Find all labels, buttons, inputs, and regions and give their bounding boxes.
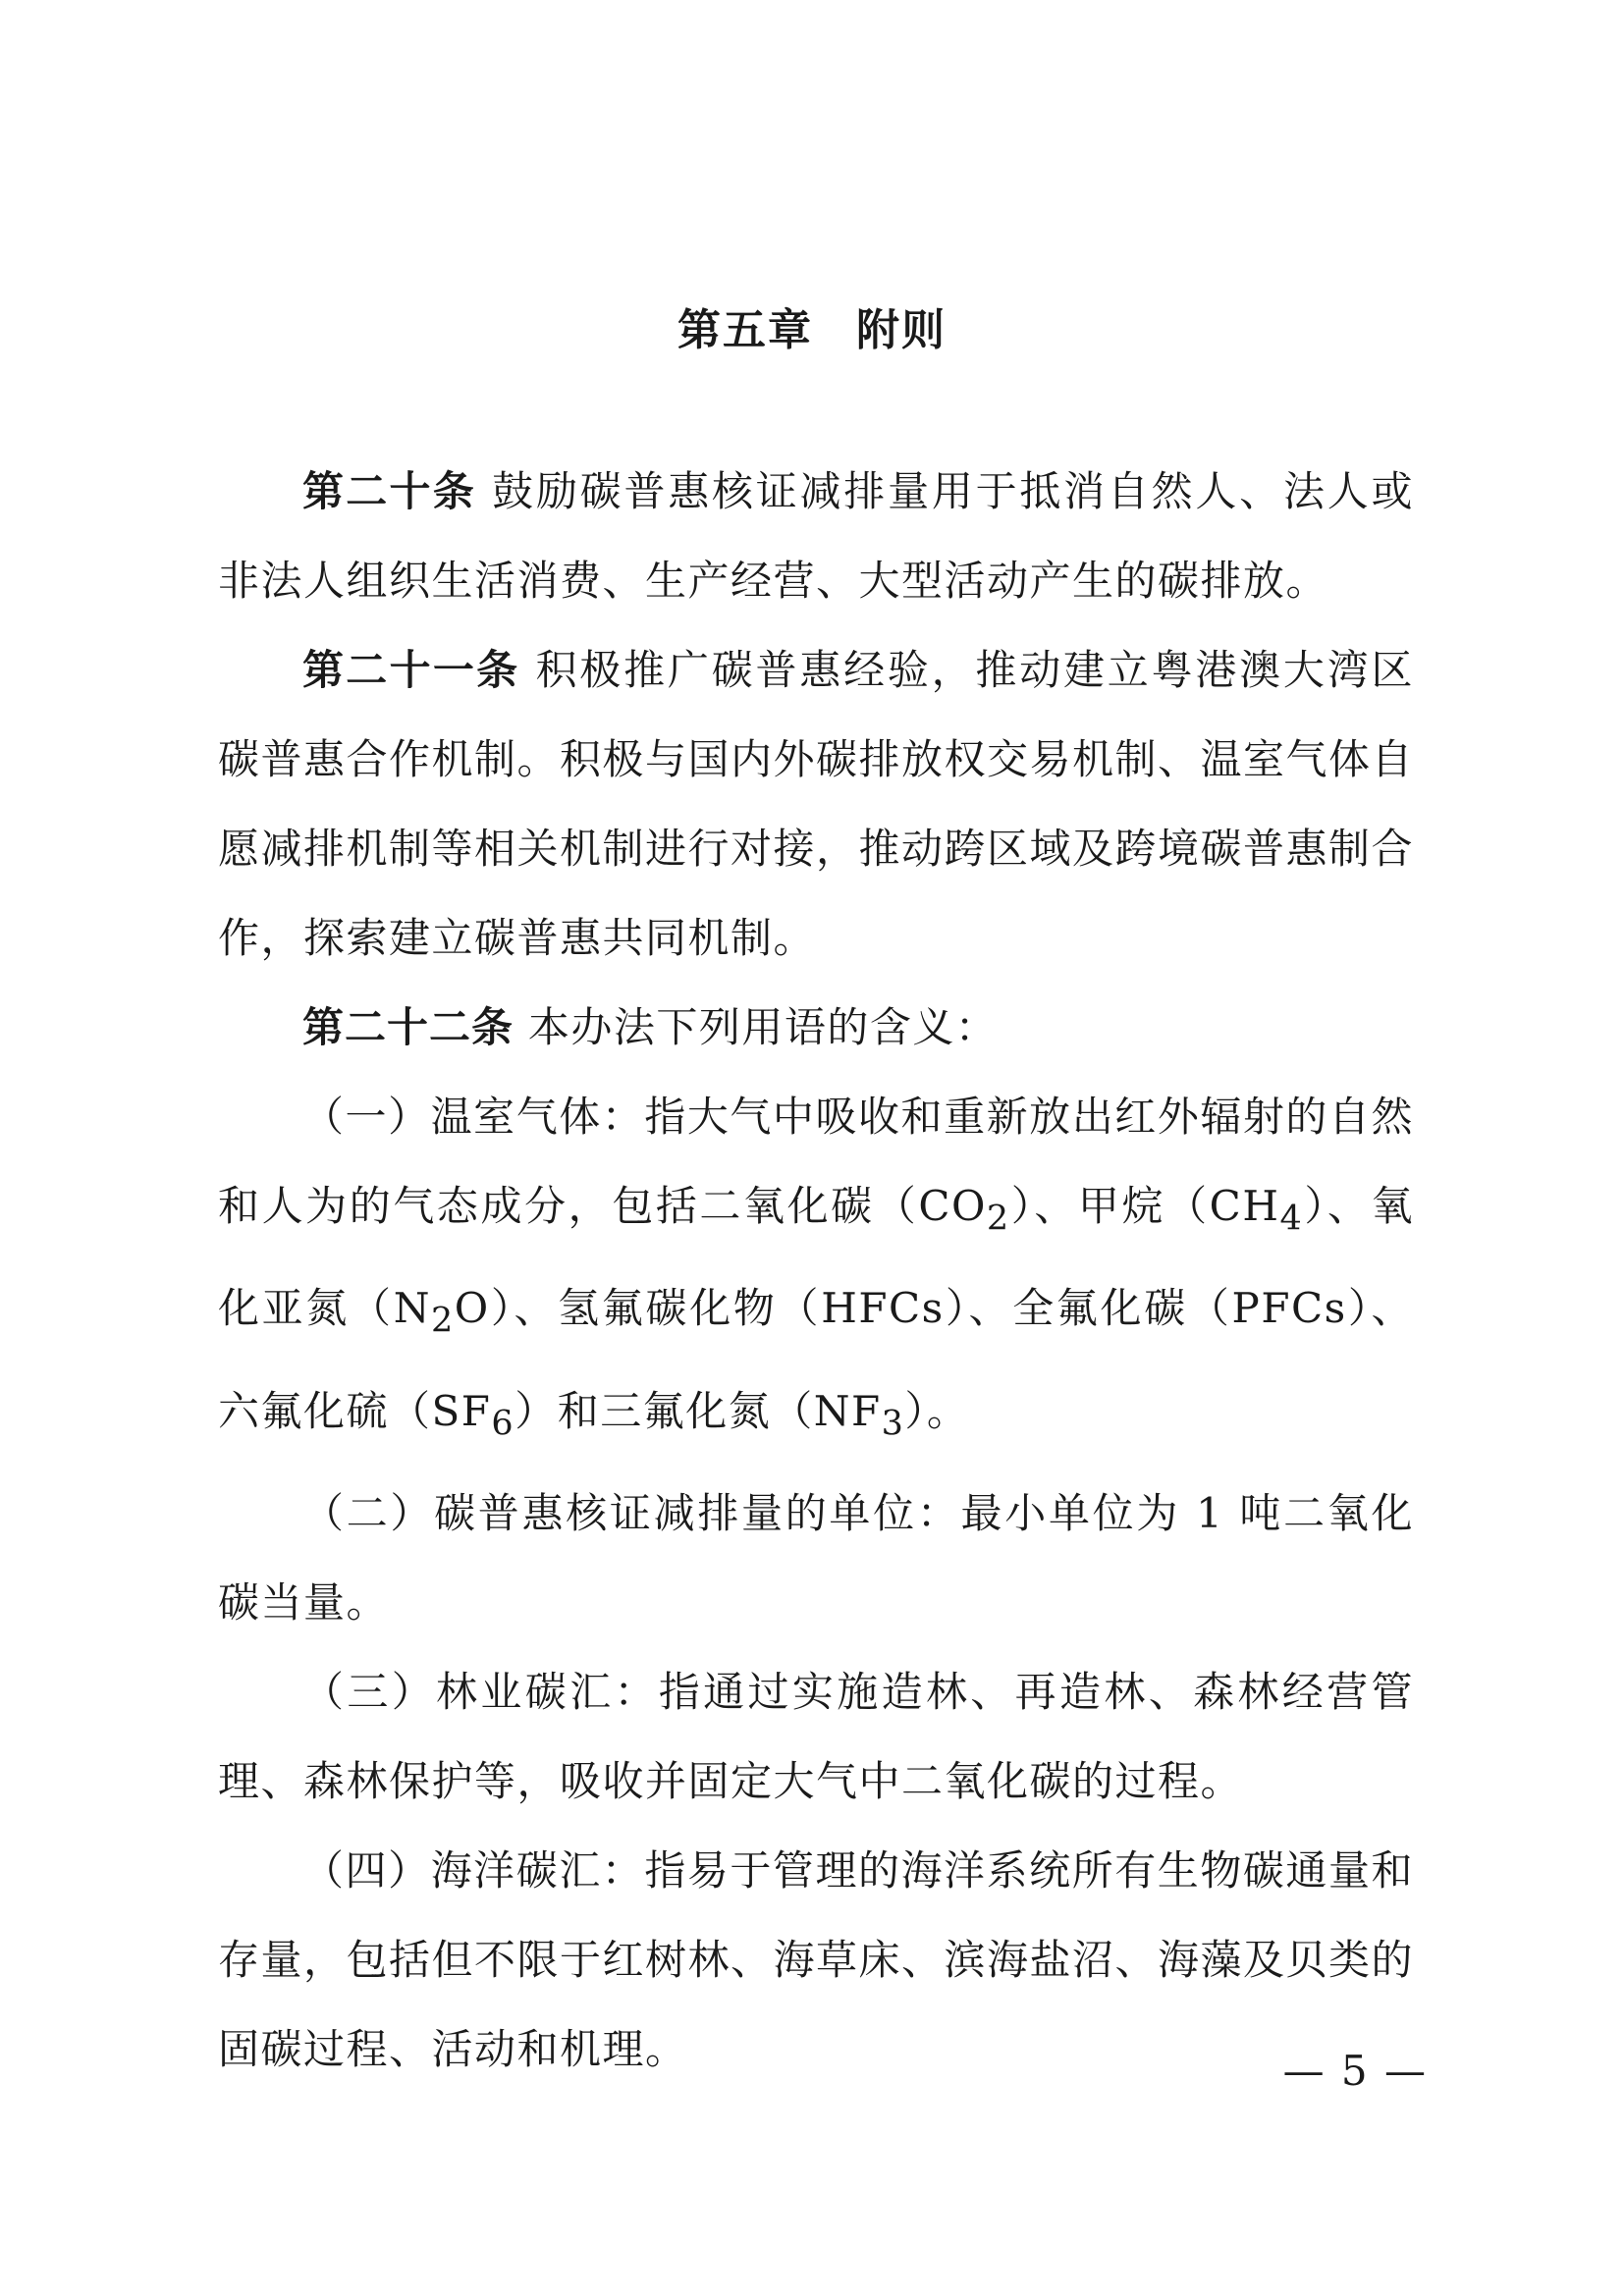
subscript: 2 [986, 1199, 1010, 1239]
item-text: ）、甲烷（CH [1009, 1182, 1280, 1230]
article-label: 第二十一条 [302, 646, 520, 694]
article-22 [218, 983, 1414, 1072]
item-text: O）、氢氟碳化物（HFCs）、全氟化碳（PFCs）、六氟化硫（SF [218, 1284, 1414, 1435]
chapter-title [0, 294, 1624, 357]
item-text: ）。 [904, 1386, 970, 1435]
subscript: 6 [491, 1404, 515, 1444]
definition-item-2: （二）碳普惠核证减排量的单位：最小单位为 1 吨二氧化碳当量。 [218, 1489, 1414, 1628]
item-text: ）、氧化亚氮（N [218, 1182, 1414, 1333]
article-text: 本办法下列用语的含义： [514, 1003, 999, 1051]
article-21 [218, 625, 1414, 983]
item-text: （一）温室气体：指大气中吸收和重新放出红外辐射的自然和人为的气态成分，包括二氧化碳（CO [218, 1093, 1414, 1230]
subscript: 3 [881, 1404, 905, 1444]
page-number: — 5 — [1282, 2047, 1428, 2095]
chapter-name: 附则 [856, 305, 947, 355]
document-body [218, 447, 1414, 2094]
definition-item-4: （四）海洋碳汇：指易于管理的海洋系统所有生物碳通量和存量，包括但不限于红树林、海草床、滨海盐沼、海藻及贝类的固碳过程、活动和机理。 [218, 1846, 1415, 2074]
article-text: 鼓励碳普惠核证减排量用于抵消自然人、法人或非法人组织生活消费、生产经营、大型活动产生的碳排放。 [218, 467, 1414, 605]
article-text: 积极推广碳普惠经验，推动建立粤港澳大湾区碳普惠合作机制。积极与国内外碳排放权交易机制、温室气体自愿减排机制等相关机制进行对接，推动跨区域及跨境碳普惠制合作，探索建立碳普惠共同机制。 [218, 646, 1415, 962]
definition-item-3: （三）林业碳汇：指通过实施造林、再造林、森林经营管理、森林保护等，吸收并固定大气中二氧化碳的过程。 [218, 1668, 1414, 1806]
article-label: 第二十条 [302, 467, 477, 515]
article-20 [218, 447, 1414, 625]
chapter-number: 第五章 [677, 305, 813, 355]
item-text: ）和三氟化氮（NF [514, 1386, 882, 1435]
article-label: 第二十二条 [302, 1003, 514, 1051]
subscript: 2 [430, 1301, 455, 1341]
subscript: 4 [1279, 1199, 1304, 1239]
definition-item-1 [218, 1072, 1414, 1468]
